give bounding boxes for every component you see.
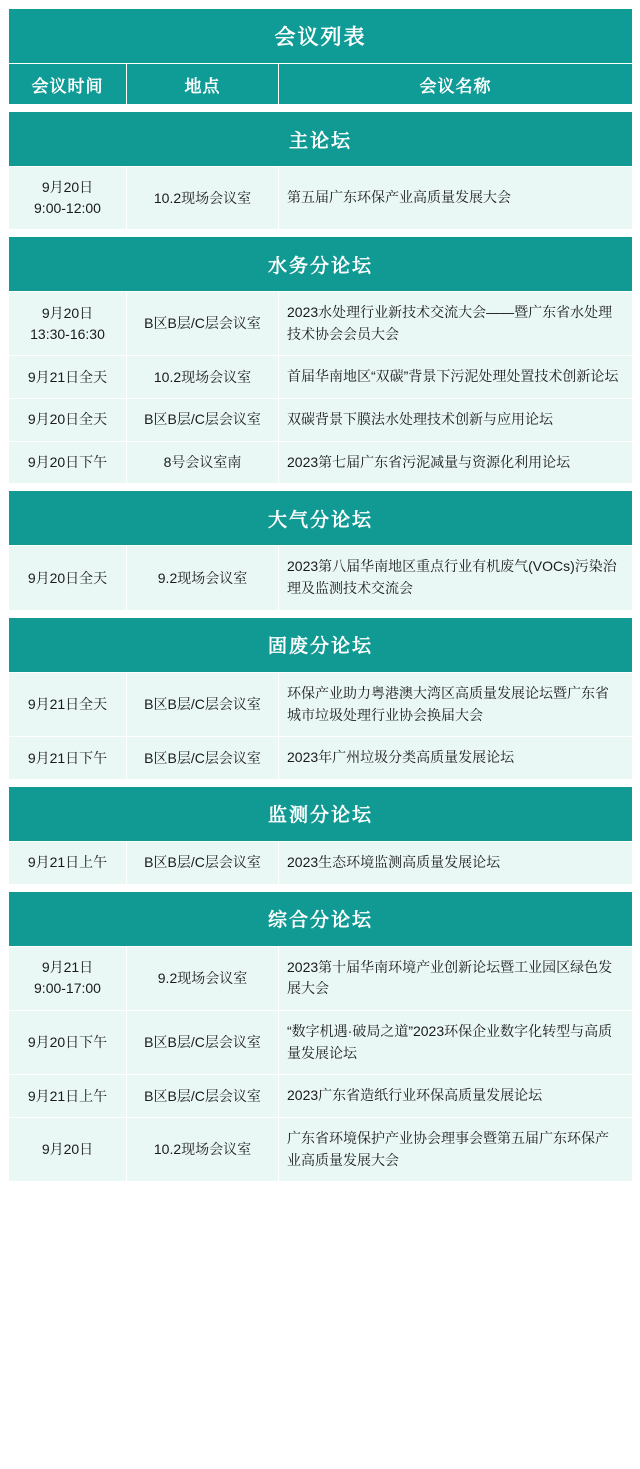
row-spacer [9, 610, 633, 617]
section-header-5 [9, 891, 633, 946]
cell-place: B区B层/C层会议室 [127, 292, 279, 356]
cell-meeting-name: 广东省环境保护产业协会理事会暨第五届广东环保产业高质量发展大会 [279, 1118, 633, 1182]
table-title-row [9, 9, 633, 64]
cell-meeting-name: 2023第七届广东省污泥减量与资源化利用论坛 [279, 441, 633, 484]
cell-meeting-name: 2023年广州垃圾分类高质量发展论坛 [279, 737, 633, 780]
cell-time: 9月21日上午 [9, 1075, 127, 1118]
table-row [9, 1118, 633, 1182]
section-title: 监测分论坛 [9, 786, 633, 841]
cell-meeting-name: 首届华南地区“双碳”背景下污泥处理处置技术创新论坛 [279, 356, 633, 399]
cell-meeting-name: 第五届广东环保产业高质量发展大会 [279, 167, 633, 230]
section-header-2 [9, 491, 633, 546]
row-spacer [9, 230, 633, 237]
table-row [9, 356, 633, 399]
cell-place: B区B层/C层会议室 [127, 672, 279, 736]
table-row [9, 399, 633, 442]
cell-time: 9月21日全天 [9, 672, 127, 736]
section-title: 水务分论坛 [9, 237, 633, 292]
section-header-0 [9, 112, 633, 167]
column-header-0: 会议时间 [9, 64, 127, 105]
cell-meeting-name: “数字机遇·破局之道”2023环保企业数字化转型与高质量发展论坛 [279, 1010, 633, 1074]
column-header-1: 地点 [127, 64, 279, 105]
cell-time: 9月20日全天 [9, 546, 127, 610]
table-row [9, 167, 633, 230]
cell-meeting-name: 环保产业助力粤港澳大湾区高质量发展论坛暨广东省城市垃圾处理行业协会换届大会 [279, 672, 633, 736]
row-spacer [9, 779, 633, 786]
cell-place: 10.2现场会议室 [127, 356, 279, 399]
cell-meeting-name: 2023第八届华南地区重点行业有机废气(VOCs)污染治理及监测技术交流会 [279, 546, 633, 610]
table-row [9, 946, 633, 1010]
conference-schedule-table [8, 8, 633, 1182]
section-title: 综合分论坛 [9, 891, 633, 946]
page-title: 会议列表 [9, 9, 633, 64]
cell-place: 10.2现场会议室 [127, 1118, 279, 1182]
cell-time: 9月21日全天 [9, 356, 127, 399]
cell-place: B区B层/C层会议室 [127, 1010, 279, 1074]
table-row [9, 841, 633, 884]
row-spacer [9, 884, 633, 891]
table-header-row [9, 64, 633, 105]
cell-place: 9.2现场会议室 [127, 946, 279, 1010]
cell-meeting-name: 2023生态环境监测高质量发展论坛 [279, 841, 633, 884]
cell-time: 9月21日下午 [9, 737, 127, 780]
section-header-3 [9, 617, 633, 672]
cell-time: 9月20日下午 [9, 441, 127, 484]
table-row [9, 672, 633, 736]
cell-time: 9月20日 [9, 1118, 127, 1182]
cell-place: B区B层/C层会议室 [127, 737, 279, 780]
table-row [9, 1075, 633, 1118]
column-header-2: 会议名称 [279, 64, 633, 105]
cell-place: 9.2现场会议室 [127, 546, 279, 610]
cell-meeting-name: 2023第十届华南环境产业创新论坛暨工业园区绿色发展大会 [279, 946, 633, 1010]
cell-place: B区B层/C层会议室 [127, 841, 279, 884]
section-title: 主论坛 [9, 112, 633, 167]
cell-time: 9月21日上午 [9, 841, 127, 884]
cell-meeting-name: 双碳背景下膜法水处理技术创新与应用论坛 [279, 399, 633, 442]
cell-meeting-name: 2023水处理行业新技术交流大会——暨广东省水处理技术协会会员大会 [279, 292, 633, 356]
section-header-1 [9, 237, 633, 292]
cell-place: B区B层/C层会议室 [127, 1075, 279, 1118]
table-row [9, 737, 633, 780]
cell-place: 10.2现场会议室 [127, 167, 279, 230]
cell-time: 9月20日 9:00-12:00 [9, 167, 127, 230]
cell-time: 9月20日全天 [9, 399, 127, 442]
cell-place: 8号会议室南 [127, 441, 279, 484]
table-row [9, 1010, 633, 1074]
row-spacer [9, 105, 633, 112]
cell-time: 9月20日下午 [9, 1010, 127, 1074]
cell-time: 9月21日 9:00-17:00 [9, 946, 127, 1010]
cell-meeting-name: 2023广东省造纸行业环保高质量发展论坛 [279, 1075, 633, 1118]
section-header-4 [9, 786, 633, 841]
table-row [9, 441, 633, 484]
table-row [9, 546, 633, 610]
table-row [9, 292, 633, 356]
cell-place: B区B层/C层会议室 [127, 399, 279, 442]
section-title: 大气分论坛 [9, 491, 633, 546]
row-spacer [9, 484, 633, 491]
cell-time: 9月20日 13:30-16:30 [9, 292, 127, 356]
section-title: 固废分论坛 [9, 617, 633, 672]
